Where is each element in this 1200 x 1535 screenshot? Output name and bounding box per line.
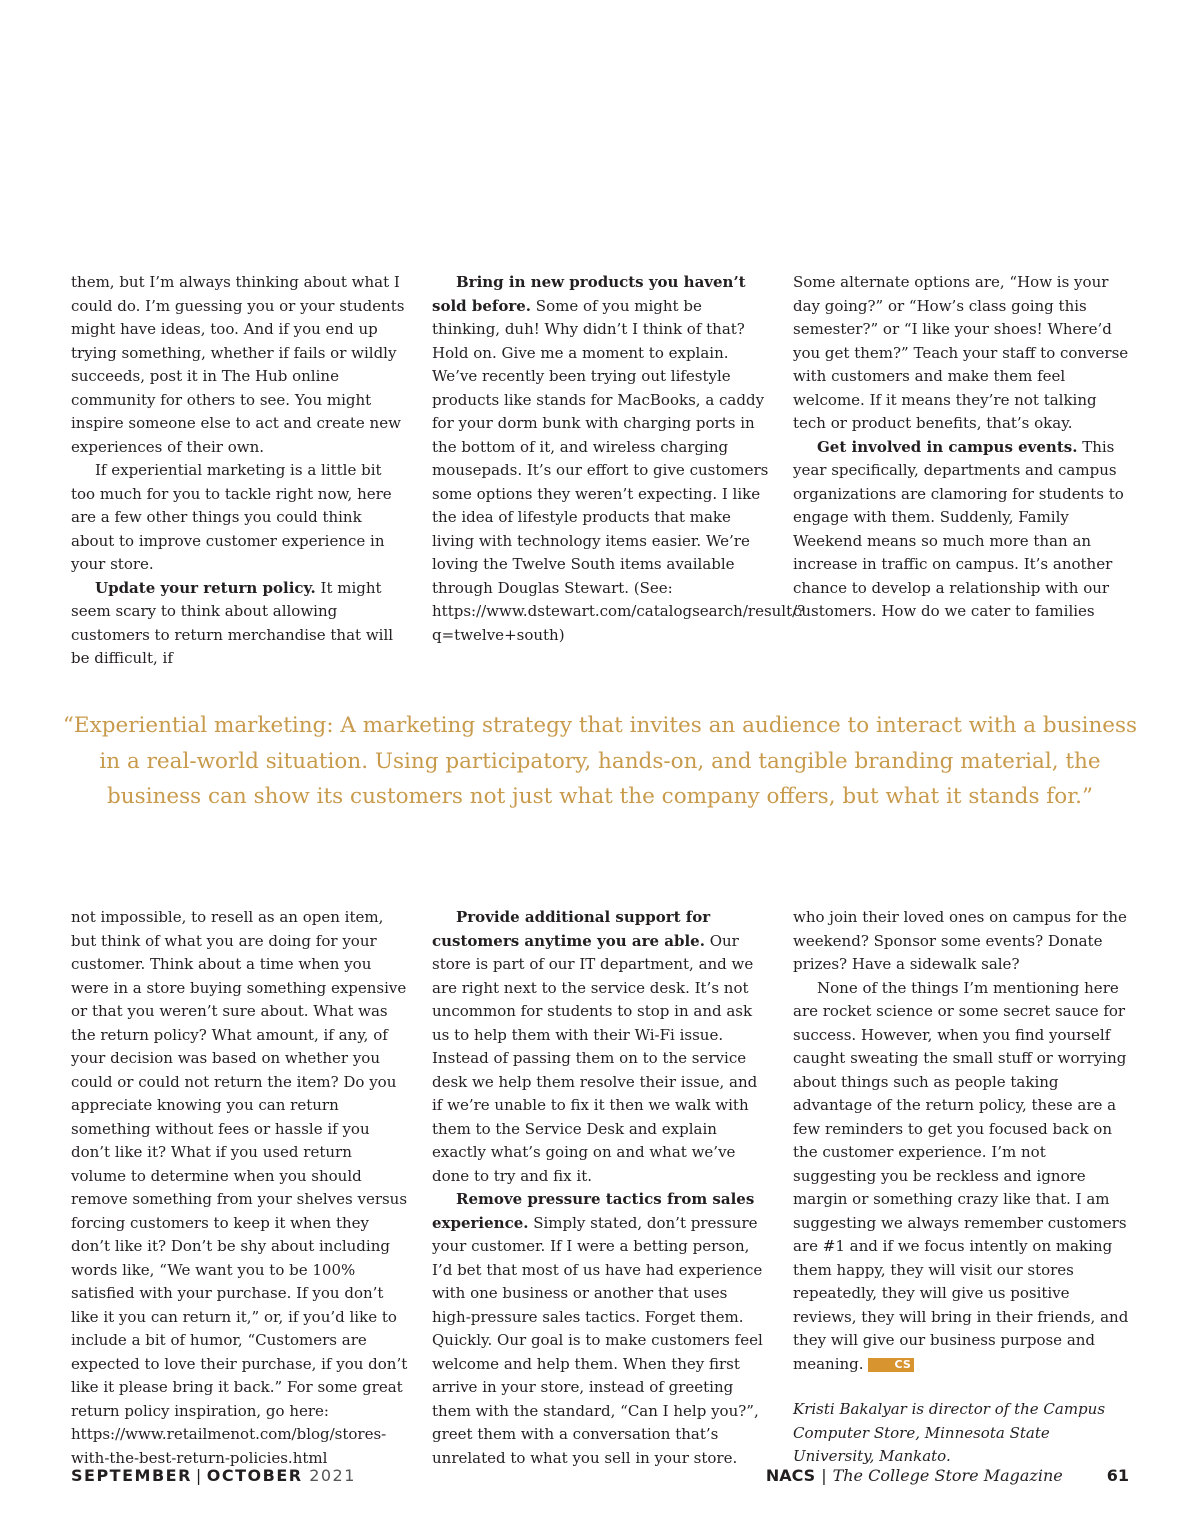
article-column-bottom-3 — [793, 906, 1129, 1469]
paragraph: Bring in new products you haven’t sold before. Some of you might be thinking, duh! Why didn’t I think of that? Hold on. Give me a moment to explain. We’ve recently been trying out lifestyle products like stands for MacBooks, a caddy for your dorm bunk with charging ports in the bottom of it, and wireless charging mousepads. It’s our effort to give customers some options they weren’t expecting. I like the idea of lifestyle products that make living with technology items easier. We’re loving the Twelve South items available through Douglas Stewart. (See: https://www.dstewart.com/catalogsearch/result/?q=twelve+south) — [432, 273, 806, 644]
paragraph: Provide additional support for customers anytime you are able. Our store is part of our IT department, and we are right next to the service desk. It’s not uncommon for students to stop in and ask us to help them with their Wi-Fi issue. Instead of passing them on to the service desk we help them resolve their issue, and if we’re unable to fix it then we walk with them to the Service Desk and explain exactly what’s going on and what we’ve done to try and fix it. — [432, 908, 758, 1185]
paragraph: not impossible, to resell as an open item, but think of what you are doing for your customer. Think about a time when you were in a store buying something expensive or that you weren’t sure about. What was the return policy? What amount, if any, of your decision was based on whether you could or could not return the item? Do you appreciate knowing you can return something without fees or hassle if you don’t like it? What if you used return volume to determine when you should remove something from your shelves versus forcing customers to keep it when they don’t like it? Don’t be shy about including words like, “We want you to be 100% satisfied with your purchase. If you don’t like it you can return it,” or, if you’d like to include a bit of humor, “Customers are expected to love their purchase, if you don’t like it please bring it back.” For some great return policy inspiration, go here: https://www.retailmenot.com/blog/stores-with-the-best-return-policies.html — [71, 908, 408, 1467]
pull-quote: “Experiential marketing: A marketing strategy that invites an audience to interact with a business in a real-world situation. Using participatory, hands-on, and tangible branding material, the business can show its customers not just what the company offers, but what it stands for.” — [62, 713, 1138, 809]
section-heading: Bring in new products you haven’t sold before. — [432, 273, 746, 315]
section-heading: Provide additional support for customers anytime you are able. — [432, 908, 711, 950]
issue-date: SEPTEMBER | OCTOBER 2021 — [71, 1466, 356, 1485]
section-heading: Remove pressure tactics from sales experience. — [432, 1190, 755, 1232]
paragraph: Remove pressure tactics from sales experience. Simply stated, don’t pressure your customer. If I were a betting person, I’d bet that most of us have had experience with one business or another that uses high-pressure sales tactics. Forget them. Quickly. Our goal is to make customers feel welcome and help them. When they first arrive in your store, instead of greeting them with the standard, “Can I help you?”, greet them with a conversation that’s unrelated to what you sell in your store. — [432, 1190, 763, 1467]
author-byline: Kristi Bakalyar is director of the Campus Computer Store, Minnesota State University, Mankato. — [793, 1400, 1106, 1465]
paragraph: None of the things I’m mentioning here are rocket science or some secret sauce for success. However, when you find yourself caught sweating the small stuff or worrying about things such as people taking advantage of the return policy, these are a few reminders to get you focused back on the customer experience. I’m not suggesting you be reckless and ignore margin or something crazy like that. I am suggesting we always remember customers are #1 and if we focus intently on making them happy, they will visit our stores repeatedly, they will give us positive reviews, they will bring in their friends, and they will give our business purpose and meaning. CS — [793, 978, 1129, 1373]
paragraph: who join their loved ones on campus for the weekend? Sponsor some events? Donate prizes? Have a sidewalk sale? — [793, 908, 1127, 973]
paragraph: Some alternate options are, “How is your day going?” or “How’s class going this semester?” or “I like your shoes! Where’d you get them?” Teach your staff to converse with customers and make them feel welcome. If it means they’re not talking tech or product benefits, that’s okay. — [793, 273, 1129, 432]
end-mark-icon: CS — [868, 1358, 914, 1372]
article-column-bottom-1 — [71, 906, 409, 1470]
section-heading: Update your return policy. — [95, 578, 316, 597]
paragraph: Update your return policy. It might seem scary to think about allowing customers to return merchandise that will be difficult, if — [71, 578, 394, 667]
org-name: NACS — [765, 1466, 816, 1485]
publication-footer: NACS | The College Store Magazine 61 — [765, 1466, 1129, 1485]
paragraph: Get involved in campus events. This year specifically, departments and campus organizations are clamoring for students to engage with them. Suddenly, Family Weekend means so much more than an increase in traffic on campus. It’s another chance to develop a relationship with our customers. How do we cater to families — [793, 437, 1124, 620]
magazine-title: The College Store Magazine — [832, 1466, 1063, 1485]
paragraph: If experiential marketing is a little bit too much for you to tackle right now, here are a few other things you could think about to improve customer experience in your store. — [71, 461, 392, 573]
article-column-bottom-2 — [432, 906, 770, 1470]
article-column-top-3 — [793, 271, 1129, 624]
page-number: 61 — [1106, 1466, 1129, 1485]
article-column-top-1 — [71, 271, 409, 671]
section-heading: Get involved in campus events. — [817, 437, 1078, 456]
paragraph: them, but I’m always thinking about what I could do. I’m guessing you or your students might have ideas, too. And if you end up trying something, whether if fails or wildly succeeds, post it in The Hub online community for others to see. You might inspire someone else to act and create new experiences of their own. — [71, 273, 405, 456]
article-column-top-2 — [432, 271, 806, 647]
